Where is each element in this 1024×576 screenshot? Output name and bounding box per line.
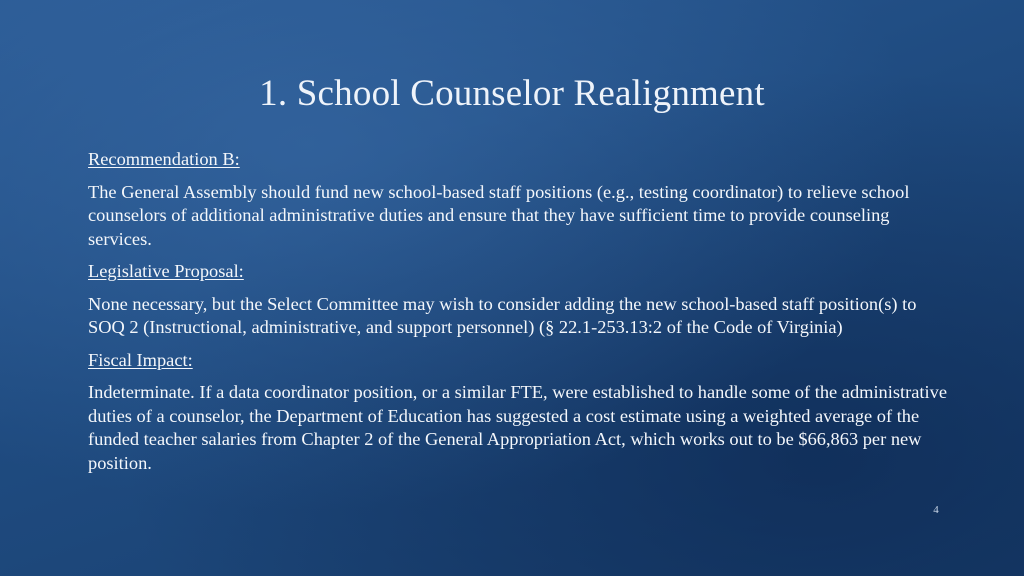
recommendation-heading: Recommendation B: xyxy=(88,149,240,169)
slide-content xyxy=(88,148,948,484)
fiscal-impact-heading: Fiscal Impact: xyxy=(88,349,193,370)
recommendation-text: The General Assembly should fund new school-based staff positions (e.g., testing coordinator) to relieve school counselors of additional administrative duties and ensure that they have sufficient time to provide counseling services. xyxy=(88,181,910,249)
slide-title: 1. School Counselor Realignment xyxy=(259,73,765,114)
fiscal-impact-text: Indeterminate. If a data coordinator position, or a similar FTE, were established to handle some of the administrative duties of a counselor, the Department of Education has suggested a cost estimate using a weighted average of the funded teacher salaries from Chapter 2 of the General Appropriation Act, which works out to be $66,863 per new position. xyxy=(88,382,947,473)
legislative-proposal-text: None necessary, but the Select Committee may wish to consider adding the new school-based staff position(s) to SOQ 2 (Instructional, administrative, and support personnel) (§ 22.1-253.13:2 of the Code of Virginia) xyxy=(88,293,917,337)
legislative-proposal-heading: Legislative Proposal: xyxy=(88,261,244,281)
page-number: 4 xyxy=(933,504,939,516)
